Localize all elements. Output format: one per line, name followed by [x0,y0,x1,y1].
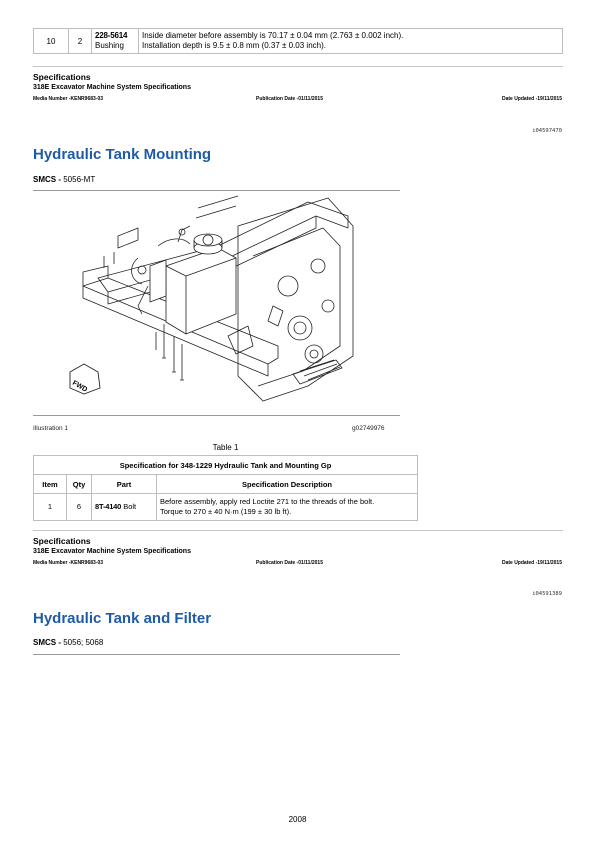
column-header-qty: Qty [67,475,92,494]
smcs-code [33,638,103,647]
description-line: Installation depth is 9.5 ± 0.8 mm (0.37 ± 0.03 inch). [142,41,326,50]
part-name: Bushing [95,41,124,50]
smcs-label: SMCS - [33,638,61,647]
table-title-row [34,456,418,475]
spec-subtitle: 318E Excavator Machine System Specifications [33,548,191,555]
description-cell [157,494,418,521]
document-id: i04591389 [532,591,562,597]
divider [33,66,563,67]
document-id: i04597470 [532,128,562,134]
spec-title: Specifications [33,72,91,82]
date-updated: Date Updated -19/11/2015 [501,560,562,566]
description-line: Before assembly, apply red Loctite 271 to the threads of the bolt. [160,497,375,506]
smcs-code [33,175,95,184]
part-number: 228-5614 [95,31,128,40]
smcs-label: SMCS - [33,175,61,184]
divider [33,530,563,531]
hydraulic-tank-illustration [71,196,358,410]
column-header-part: Part [92,475,157,494]
page-number: 2008 [288,815,307,824]
spec-subtitle: 318E Excavator Machine System Specifications [33,84,191,91]
media-number: Media Number -KENR9683-03 [33,560,104,566]
continued-spec-table [33,28,563,54]
part-number: 8T-4140 [95,502,122,511]
table-row [34,494,418,521]
fwd-arrow-label: FWD [71,379,89,394]
description-line: Inside diameter before assembly is 70.17 ± 0.04 mm (2.763 ± 0.002 inch). [142,31,404,40]
table-row [34,29,563,54]
section-heading: Hydraulic Tank and Filter [33,610,212,627]
publication-date: Publication Date -01/11/2015 [256,96,323,102]
illustration-label: Illustration 1 [33,425,69,432]
part-name: Bolt [121,502,137,511]
section-heading: Hydraulic Tank Mounting [33,146,212,163]
specification-table [33,455,418,521]
column-header-description: Specification Description [157,475,418,494]
table-header-row [34,475,418,494]
qty-cell: 6 [67,494,92,521]
spec-title: Specifications [33,536,91,546]
media-number: Media Number -KENR9683-03 [33,96,104,102]
part-cell [92,494,157,521]
item-cell: 1 [34,494,67,521]
column-header-item: Item [34,475,67,494]
description-line: Torque to 270 ± 40 N·m (199 ± 30 lb ft). [160,507,292,516]
publication-date: Publication Date -01/11/2015 [256,560,323,566]
description-cell [139,29,563,54]
divider [33,415,400,416]
item-cell: 10 [34,29,69,54]
qty-cell: 2 [69,29,92,54]
table-label: Table 1 [212,443,239,452]
date-updated: Date Updated -19/11/2015 [501,96,562,102]
part-cell [92,29,139,54]
smcs-value: 5056; 5068 [61,638,104,647]
table-title: Specification for 348-1229 Hydraulic Tank and Mounting Gp [34,456,418,475]
divider [33,190,400,191]
illustration-code: g02749976 [352,425,385,432]
divider [33,654,400,655]
smcs-value: 5056-MT [61,175,96,184]
